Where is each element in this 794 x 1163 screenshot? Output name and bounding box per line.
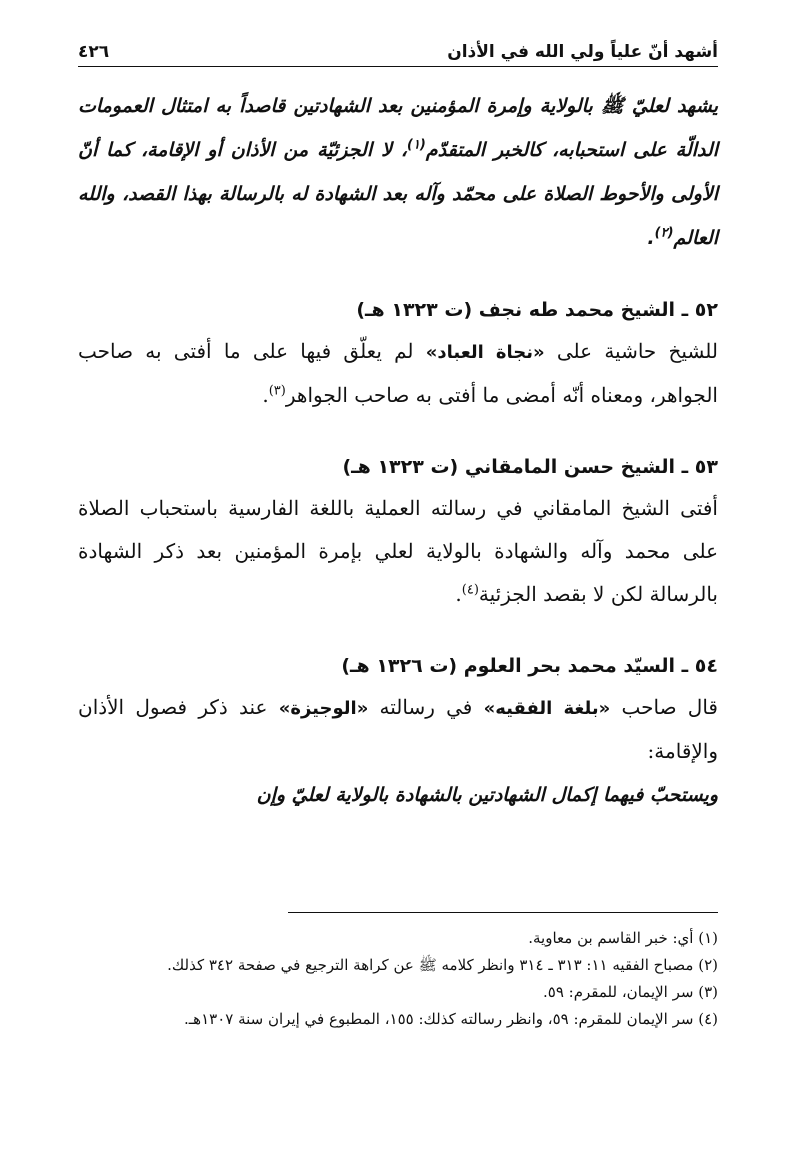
section-body-54: [78, 686, 718, 773]
s52-book-title: «نجاة العباد»: [425, 342, 545, 363]
page-number: ٤٢٦: [78, 42, 110, 62]
s52-end: .: [262, 383, 269, 407]
s54-mid: في رسالته: [368, 695, 484, 719]
spacer: [78, 616, 718, 646]
footnote-ref-4: (٤): [461, 582, 479, 598]
footnote-4: (٤) سر الإيمان للمقرم: ٥٩، وانظر رسالته كذلك: ١٥٥، المطبوع في إيران سنة ١٣٠٧هـ.: [184, 1010, 718, 1028]
s52-post: لم يعلّق فيها على ما أفتى به صاحب الجواهر، ومعناه أنّه أمضى ما أفتى به صاحب الجواهر: [78, 339, 718, 407]
running-header: [78, 28, 718, 67]
s54-book-title-1: «بلغة الفقيه»: [483, 698, 611, 719]
s53-text: أفتى الشيخ المامقاني في رسالته العملية باللغة الفارسية باستحباب الصلاة على محمد وآله والشهادة بالولاية لعلي بإمرة المؤمنين بعد ذكر الشهادة بالرسالة لكن لا بقصد الجزئية: [78, 496, 718, 606]
spacer: [78, 260, 718, 290]
footnote-1: (١) أي: خبر القاسم بن معاوية.: [528, 929, 718, 947]
s52-pre: للشيخ حاشية على: [544, 339, 718, 363]
s54-post: عند ذكر فصول الأذان والإقامة:: [78, 695, 718, 763]
section-heading-52: ٥٢ ـ الشيخ محمد طه نجف (ت ١٣٢٣ هـ): [356, 299, 718, 321]
footnote-3: (٣) سر الإيمان، للمقرم: ٥٩.: [542, 983, 718, 1001]
footnotes: [78, 912, 718, 1033]
s53-end: .: [455, 582, 462, 606]
s54-quote: ويستحبّ فيهما إكمال الشهادتين بالشهادة بالولاية لعليّ وإن: [256, 784, 718, 806]
footnote-2: (٢) مصباح الفقيه ١١: ٣١٣ ـ ٣١٤ وانظر كلامه ﷺ عن كراهة الترجيع في صفحة ٣٤٢ كذلك.: [167, 956, 718, 974]
footnote-ref-1: (١): [406, 137, 426, 153]
footnote-divider: [288, 912, 718, 913]
running-title: أشهد أنّ علياً ولي الله في الأذان: [447, 42, 718, 62]
section-heading-54: ٥٤ ـ السيّد محمد بحر العلوم (ت ١٣٢٦ هـ): [341, 655, 718, 677]
footnote-ref-2: (٢): [654, 225, 674, 241]
section-body-52: [78, 330, 718, 417]
s54-pre: قال صاحب: [610, 695, 718, 719]
section-body-53: [78, 487, 718, 616]
intro-text-1: يشهد لعليّ ﷺ بالولاية وإمرة المؤمنين بعد الشهادتين قاصداً به امتثال العمومات الدالّة على استحبابه، كالخبر المتقدّم: [78, 95, 718, 161]
spacer: [78, 417, 718, 447]
section-heading-53: ٥٣ ـ الشيخ حسن المامقاني (ت ١٣٢٣ هـ): [342, 456, 718, 478]
intro-end: .: [647, 227, 655, 249]
main-text: [78, 84, 718, 817]
intro-paragraph: [78, 84, 718, 260]
footnote-ref-3: (٣): [268, 383, 286, 399]
intro-text-2: ، لا الجزئيّة من الأذان أو الإقامة، كما أنّ الأولى والأحوط الصلاة على محمّد وآله بعد الشهادة له بالرسالة بهذا القصد، والله العالم: [78, 139, 718, 249]
s54-book-title-2: «الوجيزة»: [278, 698, 369, 719]
